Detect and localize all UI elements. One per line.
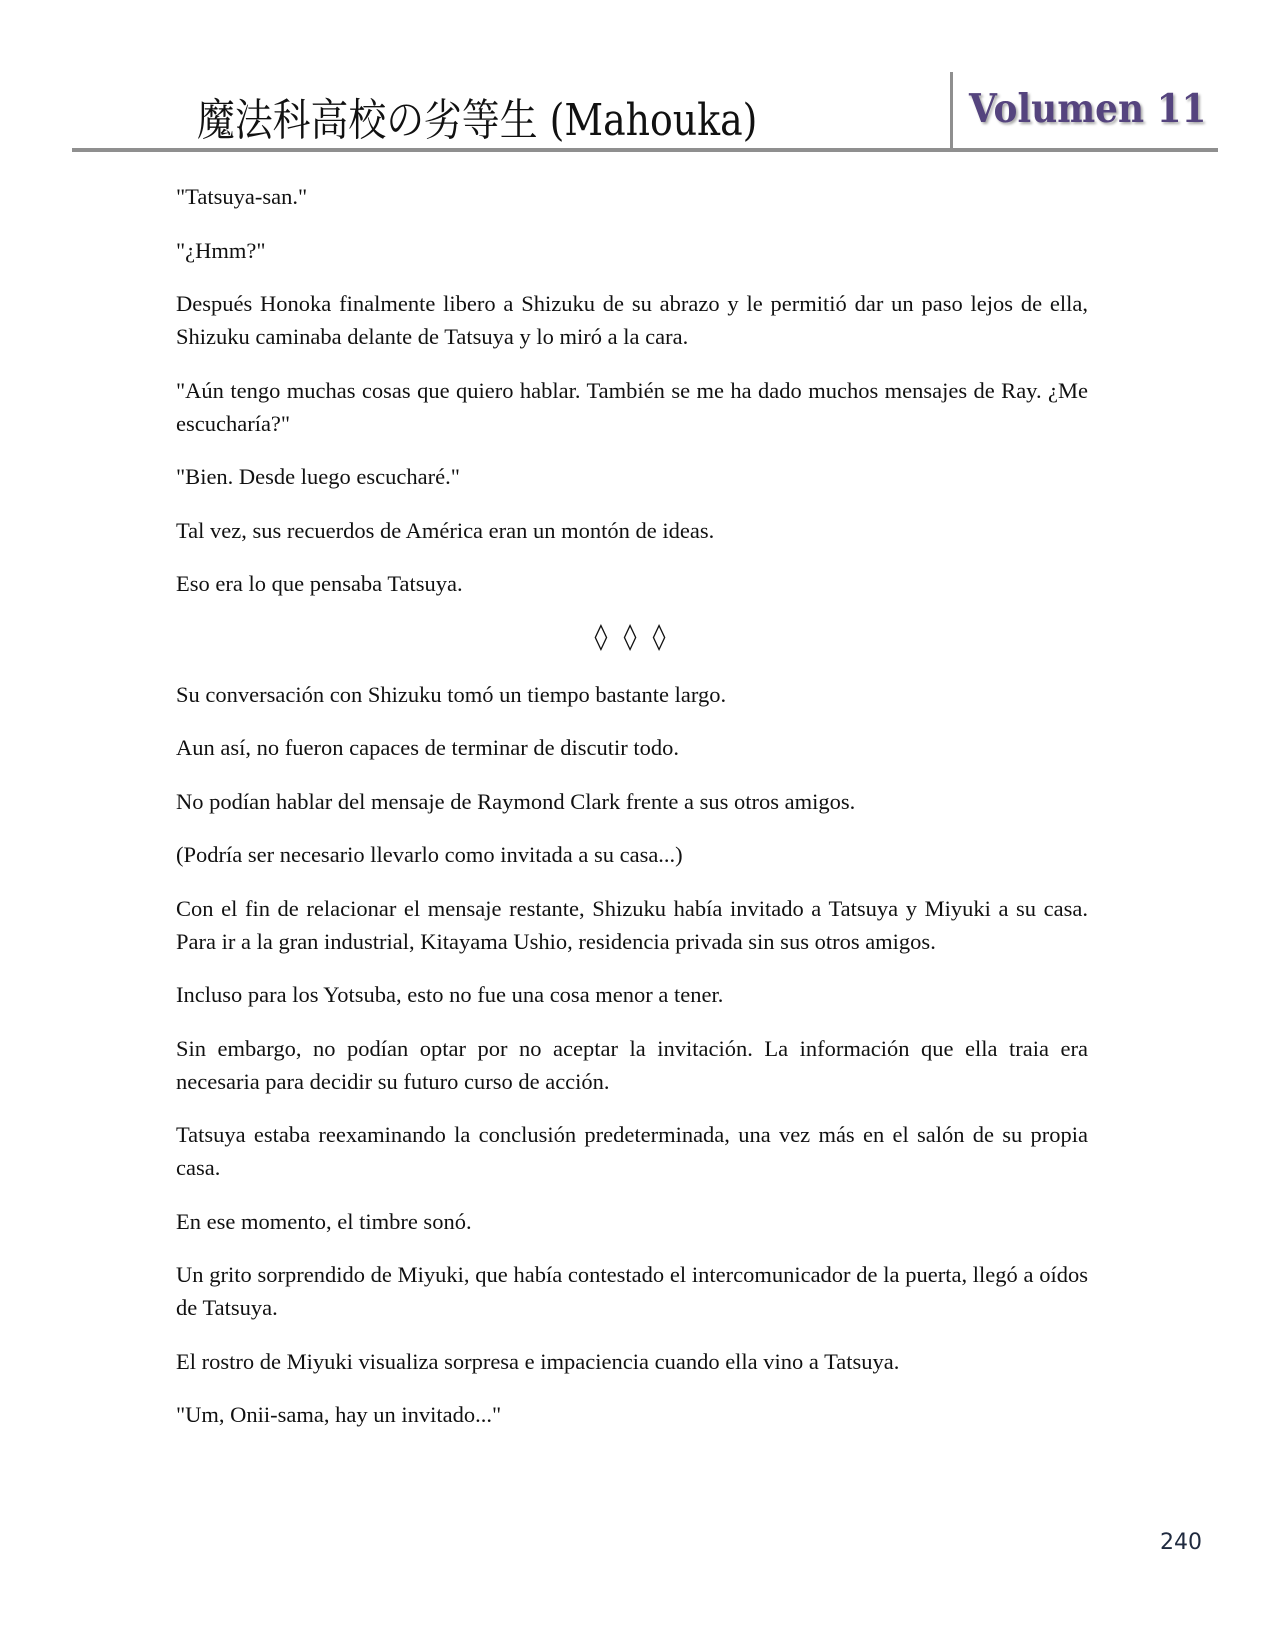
volume-label: Volumen 11: [969, 86, 1207, 132]
paragraph: Eso era lo que pensaba Tatsuya.: [176, 571, 463, 596]
paragraph: "Um, Onii-sama, hay un invitado...": [176, 1402, 502, 1427]
page-header: [72, 72, 1218, 152]
paragraph: "Tatsuya-san.": [176, 184, 308, 209]
paragraph: (Podría ser necesario llevarlo como invitada a su casa...): [176, 842, 683, 867]
paragraph: En ese momento, el timbre sonó.: [176, 1208, 472, 1234]
paragraph: Tatsuya estaba reexaminando la conclusión predeterminada, una vez más en el salón de su propia casa.: [176, 1122, 1088, 1180]
header-rule: [72, 148, 1218, 152]
paragraph: Después Honoka finalmente libero a Shizuku de su abrazo y le permitió dar un paso lejos de ella, Shizuku caminaba delante de Tatsuya y lo miró a la cara.: [176, 291, 1088, 349]
paragraph: El rostro de Miyuki visualiza sorpresa e impaciencia cuando ella vino a Tatsuya.: [176, 1348, 900, 1374]
paragraph: Un grito sorprendido de Miyuki, que había contestado el intercomunicador de la puerta, llegó a oídos de Tatsuya.: [176, 1262, 1088, 1320]
paragraph: "Bien. Desde luego escucharé.": [176, 464, 460, 489]
paragraph: "Aún tengo muchas cosas que quiero hablar. También se me ha dado muchos mensajes de Ray. ¿Me escucharía?": [176, 377, 1088, 436]
paragraph: Tal vez, sus recuerdos de América eran un montón de ideas.: [176, 517, 715, 543]
paragraph: Incluso para los Yotsuba, esto no fue una cosa menor a tener.: [176, 982, 724, 1007]
paragraph: Con el fin de relacionar el mensaje restante, Shizuku había invitado a Tatsuya y Miyuki a su casa. Para ir a la gran industrial, Kitayama Ushio, residencia privada sin sus otros amigos.: [176, 895, 1088, 954]
paragraph: Su conversación con Shizuku tomó un tiempo bastante largo.: [176, 681, 727, 707]
paragraph: Sin embargo, no podían optar por no aceptar la invitación. La información que ella traia era necesaria para decidir su futuro curso de acción.: [176, 1035, 1088, 1094]
paragraph: Aun así, no fueron capaces de terminar de discutir todo.: [176, 735, 679, 760]
page-number: 240: [1160, 1530, 1202, 1555]
paragraph: "¿Hmm?": [176, 237, 266, 263]
scene-separator: ◊ ◊ ◊: [594, 621, 670, 652]
body-text: [176, 180, 1088, 1452]
paragraph: No podían hablar del mensaje de Raymond Clark frente a sus otros amigos.: [176, 788, 856, 814]
header-divider: [950, 72, 953, 150]
book-title: 魔法科高校の劣等生 (Mahouka): [197, 95, 758, 146]
